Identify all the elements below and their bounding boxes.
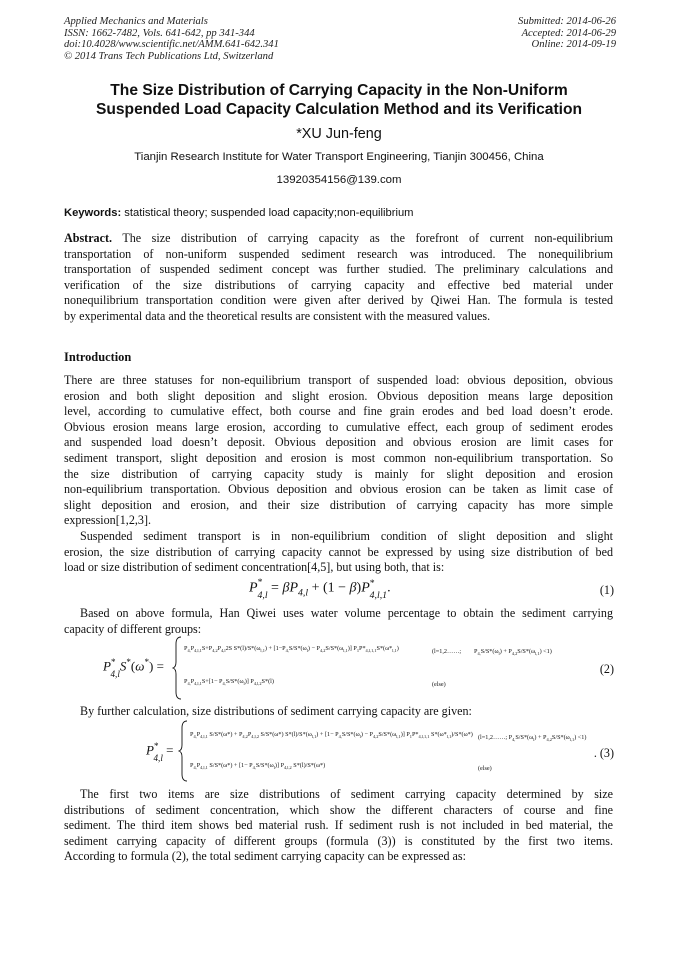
abstract-line: nonequilibrium transportation condition were given after derived by Qiwei Han. The formula is tested (64, 293, 613, 308)
keywords-text: statistical theory; suspended load capacity;non-equilibrium (121, 207, 414, 219)
paragraph-line: level, according to cumulative effect, both course and fine grain erodes and bed load doesn’t erode. (64, 404, 613, 419)
author: *XU Jun-feng (296, 126, 382, 142)
paragraph-line: load or size distribution of sediment concentration[4,5], but using both, that is: (64, 560, 445, 575)
accepted-date: Accepted: 2014-06-29 (521, 27, 616, 39)
abstract (64, 231, 613, 325)
equation-2-number: (2) (599, 662, 614, 676)
copyright: © 2014 Trans Tech Publications Ltd, Switzerland (64, 50, 274, 62)
equation-2-lhs: $P^*_{4,l}S^*(\omega^*)$ = (103, 657, 164, 679)
equation-2-cond1-rest: $P_{4,}S/S*(\omega_l) + P_{4,2}S/S*(\omega_{l,1}) <1$) (474, 648, 552, 657)
abstract-line: verification of the size distributions of carrying capacity and effective bed material under (64, 277, 613, 292)
equation-3-cond1: (l=1,2……; $P_{4,}S/S*(\omega_l) + P_{4,2}S/S*(\omega_{l,1}) <1$) (478, 734, 587, 743)
equation-3-brace (178, 720, 188, 782)
abstract-label: Abstract. (64, 231, 113, 245)
paragraph-line: Suspended sediment transport is in non-equilibrium condition of slight deposition and slight (80, 529, 613, 543)
intro-paragraph-1 (64, 373, 613, 529)
paragraph-line: Obvious erosion means large erosion, according to cumulative effect, each group of sediment erodes (64, 419, 613, 434)
paragraph-line: erosion and both slight deposition and slight erosion. Obvious deposition means large deposition (64, 388, 613, 403)
doi: doi:10.4028/www.scientific.net/AMM.641-642.341 (64, 39, 279, 51)
equation-3-lhs: $P^*_{4,l}$ = (146, 741, 174, 763)
abstract-line: by experimental data and the theoretical results are consistent with the measured values. (64, 308, 491, 323)
paragraph-line: slight deposition and erosion, and their size distribution of carrying capacity has more simple (64, 497, 613, 512)
equation-2-cond1: (l=1,2……; (432, 648, 462, 655)
online-date: Online: 2014-09-19 (531, 39, 616, 51)
abstract-line: The size distribution of carrying capacity as the forefront of current non-equilibrium (112, 231, 613, 245)
section-heading-introduction: Introduction (64, 350, 132, 364)
paragraph-line: The first two items are size distributions of sediment carrying capacity determined by size (80, 787, 613, 801)
paragraph-line: expression[1,2,3]. (64, 513, 151, 528)
equation-3-number: . (3) (593, 746, 614, 760)
paragraph-line: non-equilibrium transportation. Obvious deposition and obvious erosion can be taken as limit case of (64, 482, 613, 497)
paragraph-line: According to formula (2), the total sediment carrying capacity can be expressed as: (64, 849, 466, 864)
intro-paragraph-3 (64, 606, 613, 637)
paragraph-line: capacity of different groups: (64, 621, 202, 636)
paragraph-line: sediment carrying capacity of different groups (formula (3)) is constituted by the first two items. (64, 833, 613, 848)
keywords-label: Keywords: (64, 207, 122, 219)
paragraph-line: There are three statuses for non-equilibrium transport of suspended load: obvious deposition, obvious (64, 373, 613, 387)
equation-2-row2: $P_{4,}P_{4,l,1}S+[1- P_{4,}S/S*(\omega_l)]$ $P_{4,l,2}S*(l)$ (184, 678, 274, 687)
equation-1-number: (1) (599, 583, 614, 597)
title-line-1: The Size Distribution of Carrying Capacity in the Non-Uniform (110, 82, 568, 99)
paragraph-line: erosion, the size distribution of carrying capacity cannot be expressed by using size distribution of bed (64, 544, 613, 559)
affiliation: Tianjin Research Institute for Water Transport Engineering, Tianjin 300456, China (134, 151, 544, 163)
issn: ISSN: 1662-7482, Vols. 641-642, pp 341-344 (64, 27, 255, 39)
intro-paragraph-2 (64, 529, 613, 576)
paragraph-line: and suspended load doesn’t deposit. Obvious deposition and obvious erosion are limit cases for (64, 435, 613, 450)
equation-2-brace (172, 636, 182, 700)
paper-title (40, 81, 638, 119)
email: 13920354156@139.com (276, 174, 402, 186)
paragraph-line: the size distribution of carrying capacity study is mainly for slight deposition and erosion (64, 466, 613, 481)
paragraph-line: By further calculation, size distributions of sediment carrying capacity are given: (80, 704, 472, 718)
dates-header (518, 16, 616, 51)
keywords (64, 207, 614, 219)
paragraph-line: sediment. The third item shows bed material rush. If sediment rush is not included in bed material, the (64, 818, 613, 833)
journal-name: Applied Mechanics and Materials (64, 16, 208, 27)
intro-paragraph-4 (64, 704, 613, 720)
paragraph-line: sediment transport, slight deposition and erosion is most common non-equilibrium transportation. So (64, 450, 613, 465)
paragraph-line: Based on above formula, Han Qiwei uses water volume percentage to obtain the sediment carrying (80, 606, 613, 620)
abstract-line: transportation of non-uniform suspended sediment research was introduced. The nonequilibrium (64, 246, 613, 261)
paragraph-line: distributions of sediment concentration, which show the different characters of course and fine (64, 802, 613, 817)
equation-3-row2: $P_{4,}P_{4,l,1}$ $S/S*(\omega*) + [1- P_{4,}S/S*(\omega_l)]$ $P_{4,l,2}$ S*(l)/S*(ω*) (190, 762, 326, 771)
title-line-2: Suspended Load Capacity Calculation Method and its Verification (95, 101, 583, 118)
equation-2-cond2: (else) (432, 681, 446, 688)
submitted-date: Submitted: 2014-06-26 (518, 16, 616, 27)
equation-1: $P^*_{4,l} = \beta P_{4,l} + (1 - \beta)P^*_{4,l,1}$. (249, 577, 391, 602)
journal-header (64, 16, 279, 62)
equation-3-cond2: (else) (478, 765, 492, 772)
equation-3-row1: $P_{4,}P_{4,l,1}$ $S/S*(\omega*) + P_{4,2}P_{4,l,2}$ S/S*(ω*) $S*(l)/S*(\omega_{l,1}) + [1- P_{4,}S/S*(\omega_l) - P_{4,2}S/S*(\omega_{l,1})]$ $P_1P*_{4,l,1,1}$ $S*(\omega*_{l,1})/S*(\omega*)$ (190, 731, 473, 740)
abstract-line: transportation of suspended sediment concept was further studied. The preliminary calculations and (64, 262, 613, 277)
equation-2-row1: $P_{4,}P_{4,l,1}S+P_{4,2}P_{4,l}2S$ $S*(l)/S*(\omega_{l,1}) + [1-P_{4,}S/S*(\omega_l) - P_{4,2}S/S*(\omega_{l,1})]$ $P_1P*_{4,l,1,1}S*(\omega*_{l,1})$ (184, 645, 399, 654)
intro-paragraph-5 (64, 787, 613, 865)
